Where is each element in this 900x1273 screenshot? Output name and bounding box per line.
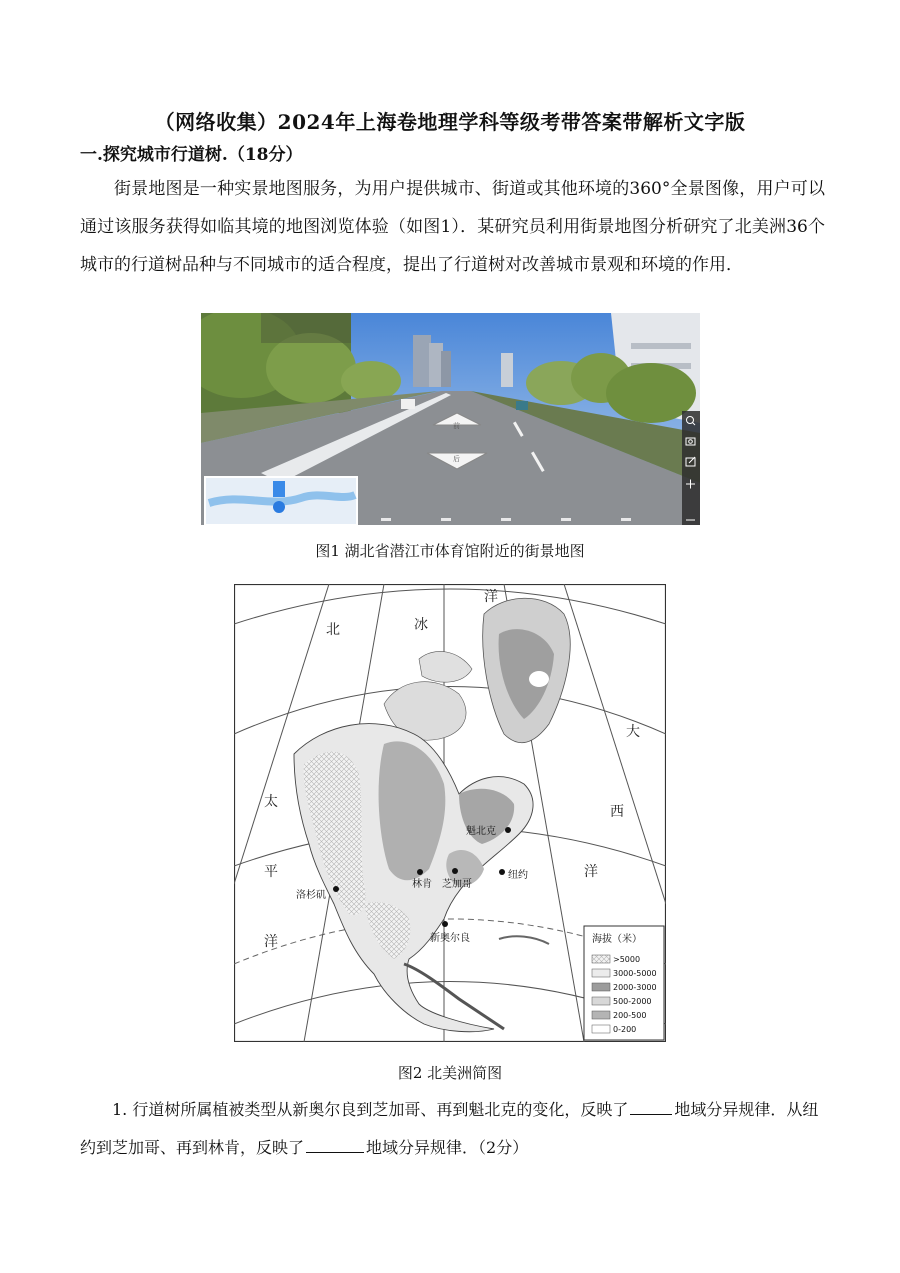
city-dot-chicago bbox=[452, 868, 458, 874]
question-1-part-a: 1. 行道树所属植被类型从新奥尔良到芝加哥、再到魁北克的变化，反映了 bbox=[112, 1100, 629, 1119]
nav-back-label[interactable]: 后 bbox=[453, 455, 460, 463]
nav-forward-label[interactable]: 前 bbox=[453, 422, 460, 430]
ocean-label-yang-pacific: 洋 bbox=[264, 934, 278, 950]
legend-title: 海拔（米） bbox=[592, 934, 642, 945]
city-dot-newyork bbox=[499, 869, 505, 875]
city-label-newyork: 纽约 bbox=[508, 870, 528, 881]
minimap-location-marker bbox=[273, 501, 285, 513]
figure1-caption: 图1 湖北省潜江市体育馆附近的街景地图 bbox=[315, 542, 585, 560]
city-label-quebec: 魁北克 bbox=[466, 826, 496, 837]
question-1 bbox=[80, 1091, 825, 1167]
elevation-legend bbox=[584, 926, 664, 1040]
question-1-part-c: 地域分异规律．（2分） bbox=[366, 1138, 529, 1157]
city-label-neworleans: 新奥尔良 bbox=[430, 933, 470, 944]
legend-item-2: 3000-5000 bbox=[613, 969, 657, 978]
legend-item-3: 2000-3000 bbox=[613, 983, 657, 992]
document-title: （网络收集）2024年上海卷地理学科等级考带答案带解析文字版 bbox=[154, 110, 746, 134]
intro-paragraph: 街景地图是一种实景地图服务，为用户提供城市、街道或其他环境的360°全景图像，用户可以通过该服务获得如临其境的地图浏览体验（如图1）．某研究员利用街景地图分析研究了北美洲36个城市的行道树品种与不同城市的适合程度，提出了行道树对改善城市景观和环境的作用． bbox=[80, 179, 825, 275]
ocean-label-yang-arctic: 洋 bbox=[484, 589, 498, 605]
ocean-label-ping: 平 bbox=[264, 864, 278, 880]
answer-blank-2[interactable] bbox=[306, 1151, 364, 1153]
ocean-label-xi: 西 bbox=[610, 804, 624, 820]
city-label-losangeles: 洛杉矶 bbox=[296, 890, 326, 901]
ocean-label-bei: 北 bbox=[326, 622, 340, 638]
legend-item-6: 0-200 bbox=[613, 1025, 637, 1034]
city-dot-lincoln bbox=[417, 869, 423, 875]
ocean-label-tai: 太 bbox=[264, 794, 278, 810]
city-dot-quebec bbox=[505, 827, 511, 833]
answer-blank-1[interactable] bbox=[630, 1113, 672, 1115]
legend-item-4: 500-2000 bbox=[613, 997, 652, 1006]
city-dot-losangeles bbox=[333, 886, 339, 892]
city-dot-neworleans bbox=[442, 921, 448, 927]
figure2-caption: 图2 北美洲简图 bbox=[397, 1064, 503, 1082]
city-label-lincoln: 林肯 bbox=[412, 879, 432, 890]
city-label-chicago: 芝加哥 bbox=[442, 879, 472, 890]
ocean-label-yang-atlantic: 洋 bbox=[584, 864, 598, 880]
legend-item-1: >5000 bbox=[613, 955, 641, 964]
street-view-image bbox=[201, 313, 700, 525]
legend-item-5: 200-500 bbox=[613, 1011, 647, 1020]
ocean-label-da: 大 bbox=[626, 724, 640, 740]
question-1-part-b: 地域分异规律．从纽约到芝加哥、再到林肯，反映了 bbox=[80, 1100, 819, 1157]
section-heading: 一.探究城市行道树.（18分） bbox=[80, 145, 303, 165]
ocean-label-bing: 冰 bbox=[414, 617, 428, 633]
north-america-map bbox=[234, 584, 666, 1042]
